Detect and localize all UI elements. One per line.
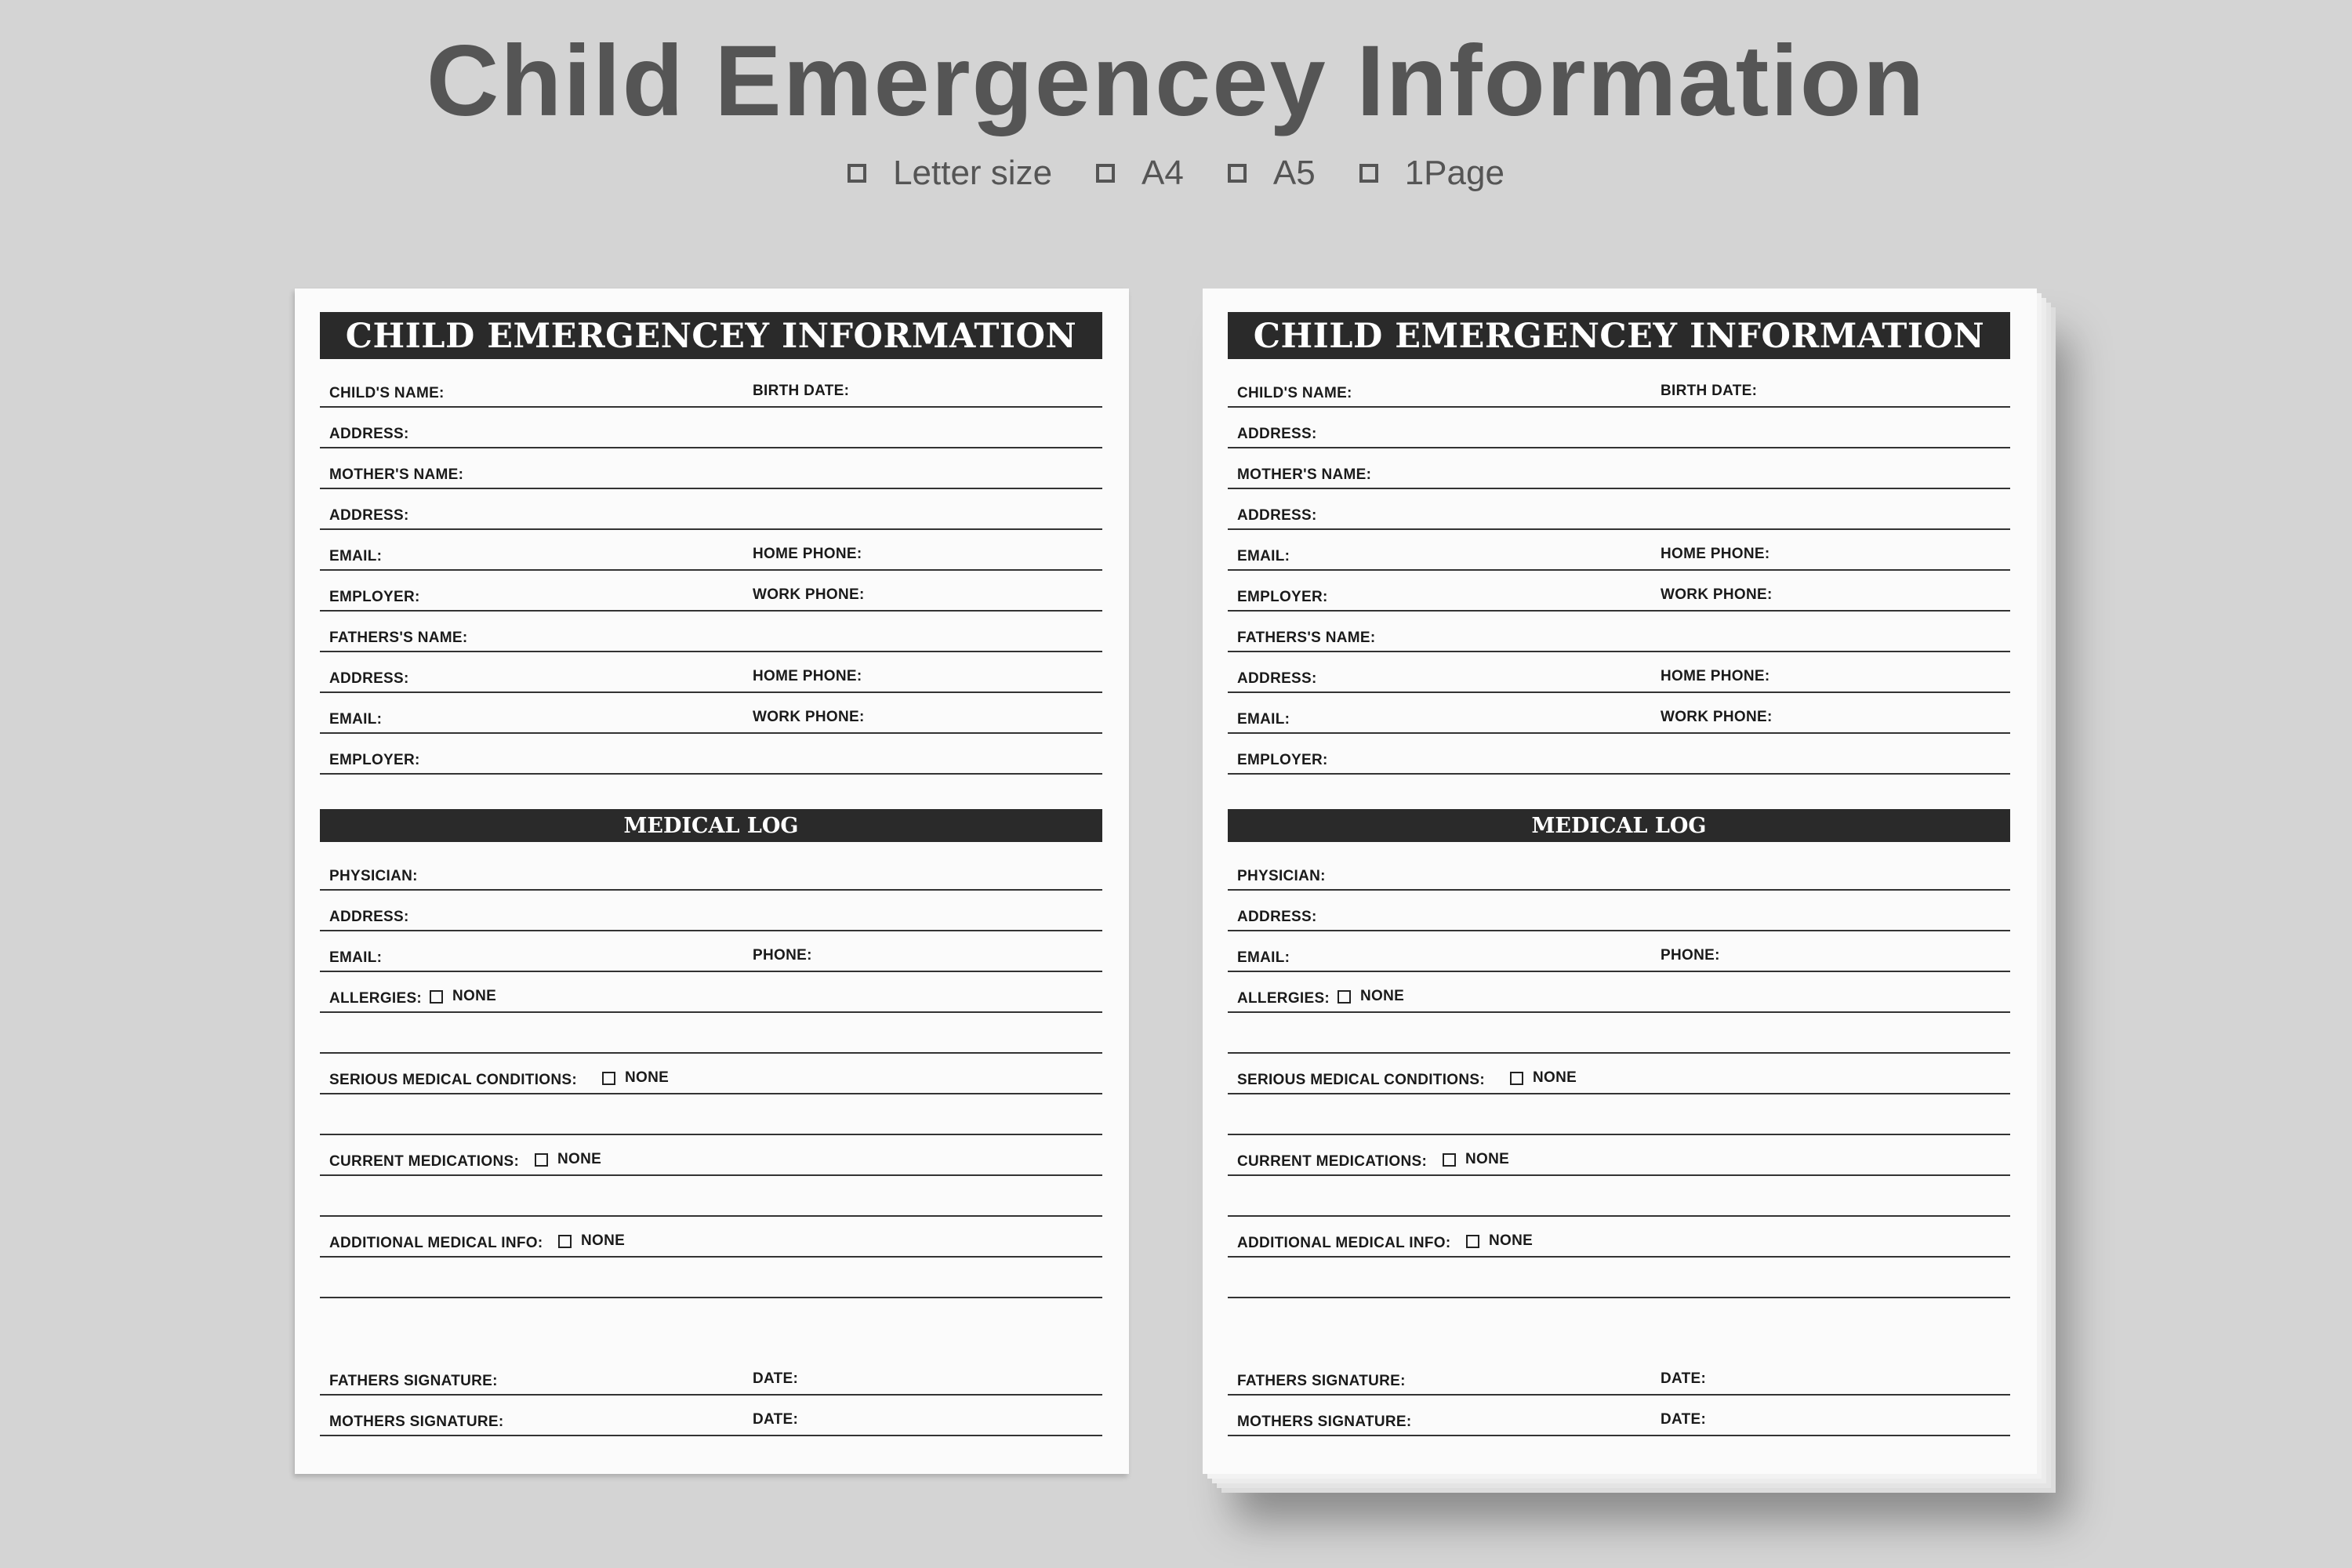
form-title: CHILD EMERGENCEY INFORMATION [1228,312,2010,359]
field-row-medications-blank[interactable] [320,1176,1102,1217]
size-option-letter[interactable] [848,154,1052,193]
field-row-childs-name[interactable] [1228,367,2010,408]
field-label: EMPLOYER: [329,589,420,605]
field-label: WORK PHONE: [1661,709,1773,725]
field-row-father-signature[interactable] [320,1355,1102,1396]
field-label: WORK PHONE: [753,586,865,603]
field-label: FATHERS'S NAME: [1237,630,1376,646]
checkbox-icon[interactable] [848,164,866,183]
field-label: ADDRESS: [329,426,409,442]
field-row-additional[interactable] [1228,1217,2010,1258]
checkbox-icon[interactable] [1359,164,1378,183]
none-checkbox[interactable] [1443,1151,1509,1168]
size-option-1page[interactable] [1359,154,1504,193]
field-row-mother-email[interactable] [320,530,1102,571]
none-label: NONE [581,1232,626,1249]
size-label: A4 [1142,154,1184,192]
field-label: EMAIL: [1237,548,1290,564]
checkbox-icon[interactable] [602,1072,615,1085]
field-row-mothers-name[interactable] [1228,448,2010,489]
field-label: DATE: [1661,1411,1707,1428]
field-label: SERIOUS MEDICAL CONDITIONS: [329,1072,577,1088]
checkbox-icon[interactable] [430,990,443,1004]
form-content [1228,312,2010,1436]
field-label: CHILD'S NAME: [329,385,445,401]
field-row-mother-employer[interactable] [320,571,1102,612]
size-option-a5[interactable] [1228,154,1316,193]
field-row-conditions[interactable] [320,1054,1102,1094]
field-row-address[interactable] [320,408,1102,448]
field-label: HOME PHONE: [753,668,862,684]
field-label: CURRENT MEDICATIONS: [1237,1153,1428,1170]
checkbox-icon[interactable] [1510,1072,1523,1085]
field-row-conditions[interactable] [1228,1054,2010,1094]
field-label: MOTHER'S NAME: [329,466,464,483]
field-row-mother-address[interactable] [1228,489,2010,530]
field-row-fathers-name[interactable] [320,612,1102,652]
field-label: ADDRESS: [1237,426,1317,442]
field-row-conditions-blank[interactable] [1228,1094,2010,1135]
field-label: BIRTH DATE: [753,383,850,399]
field-row-address[interactable] [1228,408,2010,448]
field-row-additional[interactable] [320,1217,1102,1258]
field-row-father-employer[interactable] [320,734,1102,775]
field-row-father-address[interactable] [320,652,1102,693]
field-row-fathers-name[interactable] [1228,612,2010,652]
field-row-mother-email[interactable] [1228,530,2010,571]
checkbox-icon[interactable] [535,1153,548,1167]
medical-log-title: MEDICAL LOG [320,809,1102,842]
field-label: FATHERS SIGNATURE: [1237,1373,1406,1389]
field-row-childs-name[interactable] [320,367,1102,408]
checkbox-icon[interactable] [1443,1153,1456,1167]
field-label: EMPLOYER: [1237,752,1328,768]
field-row-physician[interactable] [320,850,1102,891]
field-label: ALLERGIES: [1237,990,1330,1007]
none-checkbox[interactable] [430,988,496,1005]
field-label: CHILD'S NAME: [1237,385,1352,401]
field-row-additional-blank[interactable] [320,1258,1102,1298]
field-row-mothers-name[interactable] [320,448,1102,489]
size-label: 1Page [1404,154,1504,192]
field-row-father-email[interactable] [1228,693,2010,734]
field-label: ADDRESS: [329,670,409,687]
checkbox-icon[interactable] [1338,990,1351,1004]
field-row-physician[interactable] [1228,850,2010,891]
field-row-mother-employer[interactable] [1228,571,2010,612]
none-label: NONE [625,1069,670,1086]
none-label: NONE [452,988,497,1004]
field-label: ALLERGIES: [329,990,423,1007]
none-label: NONE [1465,1151,1510,1167]
field-row-allergies-blank[interactable] [320,1013,1102,1054]
field-row-father-employer[interactable] [1228,734,2010,775]
field-label: MOTHERS SIGNATURE: [1237,1414,1412,1430]
none-checkbox[interactable] [535,1151,601,1168]
field-label: EMAIL: [1237,711,1290,728]
field-label: ADDRESS: [329,507,409,524]
field-label: CURRENT MEDICATIONS: [329,1153,520,1170]
field-row-conditions-blank[interactable] [320,1094,1102,1135]
field-row-father-address[interactable] [1228,652,2010,693]
field-row-medications-blank[interactable] [1228,1176,2010,1217]
form-title: CHILD EMERGENCEY INFORMATION [320,312,1102,359]
size-label: A5 [1272,154,1316,192]
field-row-additional-blank[interactable] [1228,1258,2010,1298]
form-sheet-stack [1203,289,2037,1474]
field-row-medications[interactable] [320,1135,1102,1176]
field-label: PHYSICIAN: [329,868,418,884]
field-label: ADDRESS: [1237,507,1317,524]
none-label: NONE [557,1151,602,1167]
field-row-physician-address[interactable] [320,891,1102,931]
field-row-allergies[interactable] [320,972,1102,1013]
size-option-a4[interactable] [1096,154,1184,193]
none-checkbox[interactable] [1510,1069,1577,1087]
form-content [320,312,1102,1436]
field-label: FATHERS'S NAME: [329,630,468,646]
none-checkbox[interactable] [602,1069,669,1087]
field-label: ADDITIONAL MEDICAL INFO: [329,1235,543,1251]
field-label: PHONE: [753,947,812,964]
field-label: DATE: [753,1411,799,1428]
field-label: HOME PHONE: [753,546,862,562]
field-row-mother-signature[interactable] [320,1396,1102,1436]
field-row-father-signature[interactable] [1228,1355,2010,1396]
field-label: EMAIL: [329,711,383,728]
medical-log-title: MEDICAL LOG [1228,809,2010,842]
field-label: ADDRESS: [1237,670,1317,687]
field-label: MOTHERS SIGNATURE: [329,1414,504,1430]
checkbox-icon[interactable] [558,1235,572,1248]
field-label: ADDITIONAL MEDICAL INFO: [1237,1235,1451,1251]
field-label: MOTHER'S NAME: [1237,466,1372,483]
field-label: EMAIL: [329,949,383,966]
form-sheet-front [295,289,1129,1474]
field-label: EMPLOYER: [329,752,420,768]
field-label: BIRTH DATE: [1661,383,1758,399]
field-label: EMPLOYER: [1237,589,1328,605]
field-label: EMAIL: [329,548,383,564]
none-label: NONE [1489,1232,1534,1249]
field-label: DATE: [1661,1370,1707,1387]
field-label: WORK PHONE: [1661,586,1773,603]
none-label: NONE [1360,988,1405,1004]
none-checkbox[interactable] [558,1232,625,1250]
field-label: ADDRESS: [1237,909,1317,925]
size-label: Letter size [893,154,1053,192]
field-label: FATHERS SIGNATURE: [329,1373,498,1389]
field-row-physician-email[interactable] [1228,931,2010,972]
checkbox-icon[interactable] [1228,164,1247,183]
none-checkbox[interactable] [1466,1232,1533,1250]
page-title: Child Emergencey Information [426,25,1926,137]
field-label: SERIOUS MEDICAL CONDITIONS: [1237,1072,1485,1088]
field-label: HOME PHONE: [1661,546,1770,562]
field-row-physician-address[interactable] [1228,891,2010,931]
size-options [0,154,2352,193]
field-label: WORK PHONE: [753,709,865,725]
field-row-mother-signature[interactable] [1228,1396,2010,1436]
none-checkbox[interactable] [1338,988,1404,1005]
field-label: PHONE: [1661,947,1720,964]
field-row-medications[interactable] [1228,1135,2010,1176]
field-label: EMAIL: [1237,949,1290,966]
field-label: DATE: [753,1370,799,1387]
field-row-mother-address[interactable] [320,489,1102,530]
field-row-father-email[interactable] [320,693,1102,734]
field-label: PHYSICIAN: [1237,868,1326,884]
field-label: ADDRESS: [329,909,409,925]
checkbox-icon[interactable] [1466,1235,1479,1248]
none-label: NONE [1533,1069,1577,1086]
field-row-allergies-blank[interactable] [1228,1013,2010,1054]
field-label: HOME PHONE: [1661,668,1770,684]
field-row-allergies[interactable] [1228,972,2010,1013]
checkbox-icon[interactable] [1096,164,1115,183]
field-row-physician-email[interactable] [320,931,1102,972]
